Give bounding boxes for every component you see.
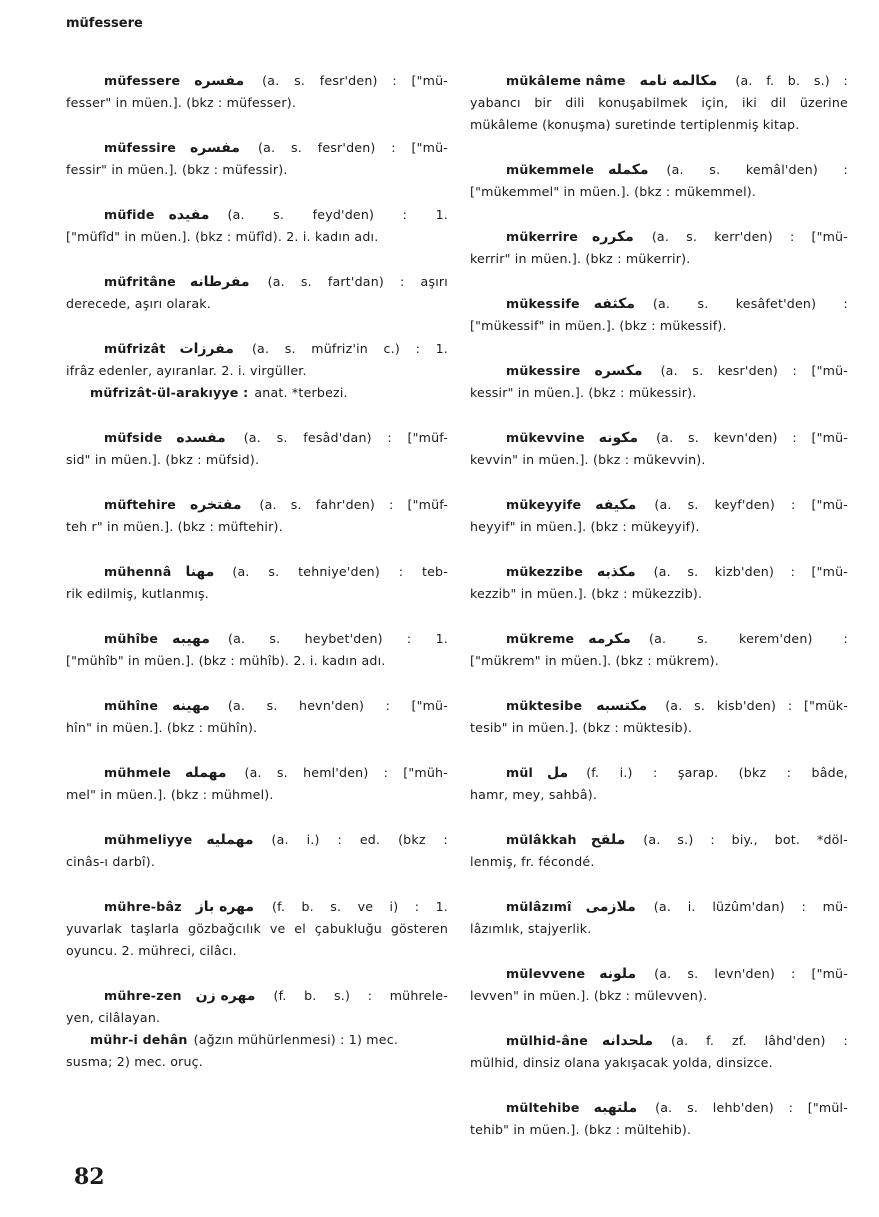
entry-definition: kezzib" in müen.]. (bkz : mükezzib). — [470, 586, 703, 601]
dictionary-entry — [470, 695, 848, 739]
dictionary-entry — [66, 137, 448, 181]
dictionary-entry — [66, 204, 448, 248]
entry-arabic-script: مكيفه — [595, 497, 637, 513]
entry-headword: mükessire — [506, 363, 581, 378]
running-head: müfessere — [66, 16, 143, 31]
entry-definition: tesib" in müen.]. (bkz : müktesib). — [470, 720, 693, 735]
entry-arabic-script: ملونه — [599, 966, 637, 982]
entry-headword: mülevvene — [506, 966, 586, 981]
entry-definition: fesser" in müen.]. (bkz : müfesser). — [66, 95, 297, 110]
entry-arabic-script: مل — [547, 765, 569, 781]
entry-definition: hamr, mey, sahbâ). — [470, 787, 598, 802]
entry-definition: tehib" in müen.]. (bkz : mültehib). — [470, 1122, 692, 1137]
dictionary-entry — [470, 561, 848, 605]
entry-headword: mühennâ — [104, 564, 172, 579]
entry-headword: mültehibe — [506, 1100, 580, 1115]
entry-headword: mühre-bâz — [104, 899, 182, 914]
entry-definition: ["mühîb" in müen.]. (bkz : mühîb). 2. i. kadın adı. — [66, 653, 386, 668]
entry-definition-start: (a. s. levn'den) : ["mü- — [654, 966, 848, 981]
entry-headword: mükevvine — [506, 430, 585, 445]
dictionary-entry — [66, 1029, 448, 1073]
entry-arabic-script: مفرطانه — [189, 274, 250, 290]
entry-definition: yuvarlak taşlarla gözbağcılık ve el çabukluğu gösteren oyuncu. 2. mühreci, cilâcı. — [66, 921, 448, 958]
entry-definition-start: (a. s. keyf'den) : ["mü- — [654, 497, 848, 512]
entry-arabic-script: مهينه — [172, 698, 210, 714]
dictionary-entry — [66, 561, 448, 605]
entry-definition-start: (f. b. s.) : mührele- — [273, 988, 448, 1003]
dictionary-entry — [66, 338, 448, 382]
entry-definition-start: anat. *terbezi. — [254, 385, 348, 400]
entry-headword: mükâleme nâme — [506, 73, 626, 88]
entry-headword: mükreme — [506, 631, 575, 646]
entry-headword: mükezzibe — [506, 564, 583, 579]
entry-definition-start: (f. i.) : şarap. (bkz : bâde, — [586, 765, 848, 780]
dictionary-entry — [66, 762, 448, 806]
dictionary-entry — [470, 896, 848, 940]
entry-definition: lâzımlık, stajyerlik. — [470, 921, 592, 936]
entry-definition-start: (a. s. kesr'den) : ["mü- — [660, 363, 848, 378]
entry-headword: müktesibe — [506, 698, 583, 713]
entry-arabic-script: مهره باز — [195, 899, 255, 915]
entry-arabic-script: مفسده — [176, 430, 226, 446]
entry-definition: ["mükemmel" in müen.]. (bkz : mükemmel). — [470, 184, 757, 199]
entry-definition-start: (a. s. fahr'den) : ["müf- — [259, 497, 448, 512]
dictionary-entry — [470, 628, 848, 672]
entry-definition: hîn" in müen.]. (bkz : mühîn). — [66, 720, 258, 735]
entry-definition: mülhid, dinsiz olana yakışacak yolda, dinsizce. — [470, 1055, 773, 1070]
dictionary-entry — [470, 963, 848, 1007]
dictionary-entry — [66, 494, 448, 538]
entry-headword: mülâkkah — [506, 832, 577, 847]
entry-arabic-script: مهنا — [185, 564, 215, 580]
entry-definition: heyyif" in müen.]. (bkz : mükeyyif). — [470, 519, 700, 534]
entry-definition-start: (f. b. s. ve i) : 1. — [272, 899, 448, 914]
dictionary-entry — [470, 762, 848, 806]
entry-definition: lenmiş, fr. fécondé. — [470, 854, 595, 869]
entry-headword: müfide — [104, 207, 155, 222]
entry-definition: mel" in müen.]. (bkz : mühmel). — [66, 787, 274, 802]
dictionary-entry — [66, 896, 448, 962]
entry-headword: mülâzımî — [506, 899, 572, 914]
entry-definition-start: (a. s. fart'dan) : aşırı — [267, 274, 448, 289]
entry-definition-start: (a. s. kevn'den) : ["mü- — [656, 430, 848, 445]
entry-arabic-script: مهمليه — [206, 832, 254, 848]
entry-headword: müfessere — [104, 73, 181, 88]
entry-definition-start: (a. s.) : biy., bot. *döl- — [643, 832, 848, 847]
entry-definition: cinâs-ı darbî). — [66, 854, 156, 869]
dictionary-entry — [470, 226, 848, 270]
entry-definition-start: (a. s. kerr'den) : ["mü- — [651, 229, 848, 244]
entry-definition-start: (a. s. müfriz'in c.) : 1. — [251, 341, 448, 356]
entry-headword: mül — [506, 765, 534, 780]
entry-definition-start: (a. f. b. s.) : — [735, 73, 848, 88]
entry-definition-start: (a. s. heml'den) : ["müh- — [244, 765, 448, 780]
dictionary-entry — [66, 985, 448, 1029]
entry-headword: mühîbe — [104, 631, 159, 646]
entry-arabic-script: مكونه — [598, 430, 639, 446]
entry-definition-start: (a. s. kemâl'den) : — [666, 162, 848, 177]
entry-definition-start: (a. s. tehniye'den) : teb- — [232, 564, 448, 579]
entry-arabic-script: مهمله — [184, 765, 227, 781]
entry-arabic-script: ملازمى — [585, 899, 636, 915]
entry-headword: müfrizât-ül-arakıyye : — [90, 385, 249, 400]
entry-definition: ["mükrem" in müen.]. (bkz : mükrem). — [470, 653, 719, 668]
dictionary-entry — [470, 70, 848, 136]
entry-arabic-script: مهيبه — [172, 631, 210, 647]
entry-arabic-script: مفيده — [168, 207, 210, 223]
entry-arabic-script: مفرزات — [179, 341, 234, 357]
entry-definition: sid" in müen.]. (bkz : müfsid). — [66, 452, 260, 467]
entry-definition: derecede, aşırı olarak. — [66, 296, 211, 311]
entry-headword: müfritâne — [104, 274, 176, 289]
entry-headword: müfrizât — [104, 341, 166, 356]
dictionary-entry — [66, 70, 448, 114]
entry-arabic-script: ملقح — [590, 832, 626, 848]
entry-headword: mühmele — [104, 765, 171, 780]
entry-arabic-script: مكمله — [608, 162, 649, 178]
entry-arabic-script: مفتخره — [189, 497, 242, 513]
entry-headword: mülhid-âne — [506, 1033, 588, 1048]
entry-definition-start: (a. s. heybet'den) : 1. — [227, 631, 448, 646]
entry-headword: mühmeliyye — [104, 832, 193, 847]
left-column — [66, 70, 448, 1096]
entry-definition: ifrâz edenler, ayıranlar. 2. i. virgüller. — [66, 363, 307, 378]
entry-arabic-script: مهره زن — [195, 988, 256, 1004]
entry-headword: mükemmele — [506, 162, 595, 177]
entry-definition: rik edilmiş, kutlanmış. — [66, 586, 210, 601]
entry-arabic-script: مكذبه — [597, 564, 636, 580]
entry-definition: ["mükessif" in müen.]. (bkz : mükessif). — [470, 318, 727, 333]
entry-definition-start: (a. f. zf. lâhd'den) : — [671, 1033, 848, 1048]
entry-definition: kevvin" in müen.]. (bkz : mükevvin). — [470, 452, 706, 467]
dictionary-entry — [470, 1030, 848, 1074]
entry-definition: kessir" in müen.]. (bkz : mükessir). — [470, 385, 697, 400]
entry-definition-start: (a. s. hevn'den) : ["mü- — [227, 698, 448, 713]
entry-arabic-script: مكتسبه — [596, 698, 648, 714]
entry-arabic-script: مكسره — [594, 363, 643, 379]
dictionary-entry — [470, 159, 848, 203]
entry-definition: levven" in müen.]. (bkz : mülevven). — [470, 988, 708, 1003]
entry-arabic-script: مفسره — [189, 140, 240, 156]
entry-definition-start: (a. s. fesâd'dan) : ["müf- — [243, 430, 448, 445]
dictionary-entry — [66, 829, 448, 873]
dictionary-entry — [66, 628, 448, 672]
entry-definition-start: (a. s. feyd'den) : 1. — [227, 207, 448, 222]
entry-definition-start: (a. i.) : ed. (bkz : — [271, 832, 448, 847]
dictionary-entry — [66, 382, 448, 404]
entry-headword: mükerrire — [506, 229, 578, 244]
entry-arabic-script: مفسره — [194, 73, 245, 89]
entry-arabic-script: مكرمه — [588, 631, 631, 647]
entry-definition-start: (a. s. fesr'den) : ["mü- — [257, 140, 448, 155]
entry-definition: yen, cilâlayan. — [66, 1010, 161, 1025]
entry-arabic-script: ملتهبه — [593, 1100, 638, 1116]
entry-definition: fessir" in müen.]. (bkz : müfessir). — [66, 162, 288, 177]
dictionary-entry — [470, 427, 848, 471]
entry-headword: mühîne — [104, 698, 159, 713]
entry-definition-start: (a. s. lehb'den) : ["mül- — [655, 1100, 848, 1115]
dictionary-entry — [470, 829, 848, 873]
entry-headword: müfessire — [104, 140, 176, 155]
entry-definition: susma; 2) mec. oruç. — [66, 1054, 204, 1069]
entry-headword: mühre-zen — [104, 988, 182, 1003]
entry-definition: yabancı bir dili konuşabilmek için, iki dil üzerine mükâleme (konuşma) suretinde tertiplenmiş kitap. — [470, 95, 848, 132]
entry-headword: müftehire — [104, 497, 176, 512]
entry-definition: kerrir" in müen.]. (bkz : mükerrir). — [470, 251, 691, 266]
entry-definition-start: (a. s. kesâfet'den) : — [652, 296, 848, 311]
entry-definition-start: (a. i. lüzûm'dan) : mü- — [653, 899, 848, 914]
entry-headword: müfside — [104, 430, 163, 445]
page-number: 82 — [74, 1164, 105, 1190]
entry-definition: teh r" in müen.]. (bkz : müftehir). — [66, 519, 283, 534]
entry-arabic-script: مكثفه — [593, 296, 635, 312]
dictionary-entry — [66, 427, 448, 471]
entry-arabic-script: مكالمه نامه — [639, 73, 718, 89]
right-column — [470, 70, 848, 1164]
entry-definition-start: (a. s. kisb'den) : ["mük- — [665, 698, 848, 713]
dictionary-entry — [470, 360, 848, 404]
entry-headword: mükeyyife — [506, 497, 582, 512]
entry-arabic-script: مكرره — [591, 229, 634, 245]
dictionary-entry — [470, 293, 848, 337]
entry-definition-start: (a. s. kizb'den) : ["mü- — [653, 564, 848, 579]
entry-arabic-script: ملحدانه — [601, 1033, 654, 1049]
entry-definition-start: (ağzın mühürlenmesi) : 1) mec. — [193, 1032, 399, 1047]
entry-definition-start: (a. s. fesr'den) : ["mü- — [262, 73, 448, 88]
dictionary-entry — [470, 494, 848, 538]
entry-definition: ["müfîd" in müen.]. (bkz : müfîd). 2. i. kadın adı. — [66, 229, 379, 244]
dictionary-entry — [66, 271, 448, 315]
dictionary-entry — [66, 695, 448, 739]
entry-headword: mühr-i dehân — [90, 1032, 188, 1047]
entry-definition-start: (a. s. kerem'den) : — [648, 631, 848, 646]
entry-headword: mükessife — [506, 296, 580, 311]
dictionary-entry — [470, 1097, 848, 1141]
